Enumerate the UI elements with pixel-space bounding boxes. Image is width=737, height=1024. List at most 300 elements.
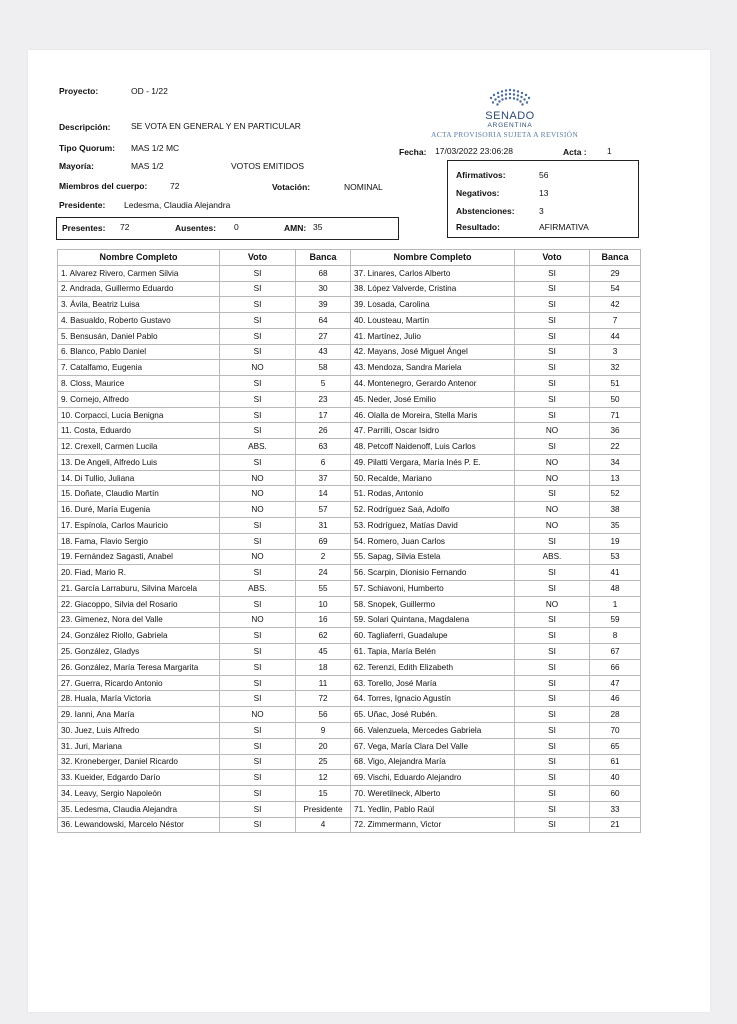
vote-value: SI: [515, 533, 590, 549]
senator-name: 29. Ianni, Ana María: [58, 707, 220, 723]
table-row: [58, 801, 641, 817]
vote-value: SI: [220, 770, 296, 786]
banca-value: 44: [590, 328, 641, 344]
mayoria-value: MAS 1/2: [131, 161, 164, 171]
miembros-value: 72: [170, 181, 180, 191]
table-row: [58, 407, 641, 423]
votos-emitidos-heading: VOTOS EMITIDOS: [231, 161, 305, 171]
senator-name: 37. Linares, Carlos Alberto: [351, 265, 515, 281]
senator-name: 21. García Larraburu, Silvina Marcela: [58, 581, 220, 597]
senator-name: 65. Uñac, José Rubén.: [351, 707, 515, 723]
vote-value: NO: [220, 486, 296, 502]
banca-value: 6: [296, 454, 351, 470]
table-row: [58, 518, 641, 534]
senator-name: 4. Basualdo, Roberto Gustavo: [58, 313, 220, 329]
vote-value: SI: [220, 801, 296, 817]
vote-value: SI: [220, 407, 296, 423]
vote-value: SI: [515, 691, 590, 707]
table-row: [58, 581, 641, 597]
table-row: [58, 533, 641, 549]
banca-value: 41: [590, 565, 641, 581]
votes-table: [57, 249, 641, 833]
banca-value: 70: [590, 722, 641, 738]
presentes-value: 72: [120, 222, 130, 232]
banca-value: 59: [590, 612, 641, 628]
tipo-quorum-label: Tipo Quorum:: [59, 143, 116, 153]
banca-value: 37: [296, 470, 351, 486]
banca-value: 21: [590, 817, 641, 833]
banca-value: 43: [296, 344, 351, 360]
abstenciones-label: Abstenciones:: [456, 206, 515, 216]
senator-name: 55. Sapag, Silvia Estela: [351, 549, 515, 565]
presentes-label: Presentes:: [62, 223, 106, 233]
senator-name: 9. Cornejo, Alfredo: [58, 391, 220, 407]
banca-value: 29: [590, 265, 641, 281]
table-row: [58, 691, 641, 707]
vote-value: SI: [220, 754, 296, 770]
table-row: [58, 281, 641, 297]
banca-value: 15: [296, 786, 351, 802]
vote-value: SI: [515, 344, 590, 360]
table-row: [58, 439, 641, 455]
senado-hemicycle-icon: [483, 84, 537, 108]
vote-value: SI: [515, 439, 590, 455]
senator-name: 69. Vischi, Eduardo Alejandro: [351, 770, 515, 786]
banca-value: 25: [296, 754, 351, 770]
table-row: [58, 486, 641, 502]
senator-name: 7. Catalfamo, Eugenia: [58, 360, 220, 376]
vote-value: SI: [220, 644, 296, 660]
col-banca-header: Banca: [296, 250, 351, 266]
table-row: [58, 265, 641, 281]
banca-value: 66: [590, 659, 641, 675]
senator-name: 58. Snopek, Guillermo: [351, 596, 515, 612]
resultado-value: AFIRMATIVA: [539, 222, 589, 232]
banca-value: 40: [590, 770, 641, 786]
banca-value: 54: [590, 281, 641, 297]
banca-value: Presidente: [296, 801, 351, 817]
presidente-value: Ledesma, Claudia Alejandra: [124, 200, 231, 210]
banca-value: 28: [590, 707, 641, 723]
senator-name: 56. Scarpin, Dionisio Fernando: [351, 565, 515, 581]
col-voto-header: Voto: [220, 250, 296, 266]
table-row: [58, 596, 641, 612]
senator-name: 26. González, María Teresa Margarita: [58, 659, 220, 675]
abstenciones-value: 3: [539, 206, 544, 216]
banca-value: 63: [296, 439, 351, 455]
banca-value: 65: [590, 738, 641, 754]
vote-value: SI: [515, 360, 590, 376]
vote-value: SI: [515, 675, 590, 691]
negativos-label: Negativos:: [456, 188, 500, 198]
senator-name: 20. Fiad, Mario R.: [58, 565, 220, 581]
senator-name: 38. López Valverde, Cristina: [351, 281, 515, 297]
fecha-value: 17/03/2022 23:06:28: [435, 146, 513, 156]
banca-value: 9: [296, 722, 351, 738]
table-row: [58, 786, 641, 802]
vote-value: SI: [220, 817, 296, 833]
senator-name: 24. González Riollo, Gabriela: [58, 628, 220, 644]
senator-name: 2. Andrada, Guillermo Eduardo: [58, 281, 220, 297]
senator-name: 68. Vigo, Alejandra María: [351, 754, 515, 770]
vote-value: SI: [515, 786, 590, 802]
vote-value: SI: [220, 659, 296, 675]
vote-value: SI: [515, 407, 590, 423]
acta-provisoria-text: ACTA PROVISORIA SUJETA A REVISIÓN: [431, 130, 579, 139]
acta-label: Acta :: [563, 147, 587, 157]
banca-value: 32: [590, 360, 641, 376]
vote-value: SI: [515, 738, 590, 754]
vote-value: SI: [220, 738, 296, 754]
vote-value: SI: [515, 707, 590, 723]
senator-name: 63. Torello, José María: [351, 675, 515, 691]
banca-value: 20: [296, 738, 351, 754]
table-header-row: [58, 250, 641, 266]
table-row: [58, 644, 641, 660]
banca-value: 71: [590, 407, 641, 423]
table-row: [58, 722, 641, 738]
senator-name: 35. Ledesma, Claudia Alejandra: [58, 801, 220, 817]
banca-value: 52: [590, 486, 641, 502]
senator-name: 66. Valenzuela, Mercedes Gabriela: [351, 722, 515, 738]
vote-value: SI: [515, 313, 590, 329]
banca-value: 60: [590, 786, 641, 802]
vote-value: SI: [515, 391, 590, 407]
senator-name: 51. Rodas, Antonio: [351, 486, 515, 502]
banca-value: 50: [590, 391, 641, 407]
banca-value: 53: [590, 549, 641, 565]
senator-name: 6. Blanco, Pablo Daniel: [58, 344, 220, 360]
vote-value: NO: [220, 470, 296, 486]
banca-value: 7: [590, 313, 641, 329]
vote-value: SI: [220, 675, 296, 691]
banca-value: 38: [590, 502, 641, 518]
banca-value: 42: [590, 297, 641, 313]
senator-name: 71. Yedlin, Pablo Raúl: [351, 801, 515, 817]
votes-body: [58, 265, 641, 833]
banca-value: 58: [296, 360, 351, 376]
vote-value: SI: [515, 770, 590, 786]
banca-value: 24: [296, 565, 351, 581]
banca-value: 8: [590, 628, 641, 644]
senator-name: 46. Olalla de Moreira, Stella Maris: [351, 407, 515, 423]
senator-name: 18. Fama, Flavio Sergio: [58, 533, 220, 549]
table-row: [58, 423, 641, 439]
banca-value: 10: [296, 596, 351, 612]
banca-value: 3: [590, 344, 641, 360]
table-row: [58, 628, 641, 644]
banca-value: 68: [296, 265, 351, 281]
table-row: [58, 707, 641, 723]
banca-value: 19: [590, 533, 641, 549]
senator-name: 17. Espínola, Carlos Mauricio: [58, 518, 220, 534]
table-row: [58, 770, 641, 786]
proyecto-value: OD - 1/22: [131, 86, 168, 96]
senator-name: 45. Neder, José Emilio: [351, 391, 515, 407]
table-row: [58, 391, 641, 407]
banca-value: 31: [296, 518, 351, 534]
presence-box: [56, 217, 399, 240]
vote-value: SI: [515, 817, 590, 833]
afirmativos-value: 56: [539, 170, 549, 180]
senator-name: 1. Alvarez Rivero, Carmen Silvia: [58, 265, 220, 281]
banca-value: 5: [296, 376, 351, 392]
vote-value: NO: [220, 707, 296, 723]
vote-value: NO: [515, 502, 590, 518]
table-row: [58, 565, 641, 581]
table-row: [58, 360, 641, 376]
vote-value: SI: [515, 281, 590, 297]
banca-value: 64: [296, 313, 351, 329]
senator-name: 14. Di Tullio, Juliana: [58, 470, 220, 486]
table-row: [58, 738, 641, 754]
senator-name: 30. Juez, Luis Alfredo: [58, 722, 220, 738]
ausentes-value: 0: [234, 222, 239, 232]
miembros-label: Miembros del cuerpo:: [59, 181, 148, 191]
banca-value: 72: [296, 691, 351, 707]
vote-value: ABS.: [220, 439, 296, 455]
senator-name: 32. Kroneberger, Daniel Ricardo: [58, 754, 220, 770]
vote-value: SI: [515, 754, 590, 770]
senator-name: 59. Solari Quintana, Magdalena: [351, 612, 515, 628]
col-nombre-header: Nombre Completo: [351, 250, 515, 266]
fecha-label: Fecha:: [399, 147, 427, 157]
afirmativos-label: Afirmativos:: [456, 170, 506, 180]
banca-value: 16: [296, 612, 351, 628]
senator-name: 11. Costa, Eduardo: [58, 423, 220, 439]
acta-value: 1: [607, 146, 612, 156]
banca-value: 2: [296, 549, 351, 565]
banca-value: 22: [590, 439, 641, 455]
senator-name: 57. Schiavoni, Humberto: [351, 581, 515, 597]
senator-name: 60. Tagliaferri, Guadalupe: [351, 628, 515, 644]
table-row: [58, 313, 641, 329]
banca-value: 45: [296, 644, 351, 660]
banca-value: 62: [296, 628, 351, 644]
banca-value: 17: [296, 407, 351, 423]
descripcion-label: Descripción:: [59, 122, 111, 132]
vote-value: SI: [220, 297, 296, 313]
banca-value: 61: [590, 754, 641, 770]
vote-value: SI: [515, 297, 590, 313]
senator-name: 39. Losada, Carolina: [351, 297, 515, 313]
senator-name: 43. Mendoza, Sandra Mariela: [351, 360, 515, 376]
senator-name: 28. Huala, María Victoria: [58, 691, 220, 707]
resultado-label: Resultado:: [456, 222, 500, 232]
vote-value: NO: [220, 502, 296, 518]
acta-page: [28, 50, 710, 1012]
senator-name: 49. Pilatti Vergara, María Inés P. E.: [351, 454, 515, 470]
banca-value: 46: [590, 691, 641, 707]
vote-value: SI: [220, 722, 296, 738]
vote-value: ABS.: [220, 581, 296, 597]
vote-value: SI: [220, 533, 296, 549]
banca-value: 23: [296, 391, 351, 407]
senator-name: 8. Closs, Maurice: [58, 376, 220, 392]
vote-value: SI: [515, 265, 590, 281]
table-row: [58, 817, 641, 833]
senator-name: 19. Fernández Sagasti, Anabel: [58, 549, 220, 565]
col-nombre-header: Nombre Completo: [58, 250, 220, 266]
banca-value: 30: [296, 281, 351, 297]
senator-name: 42. Mayans, José Miguel Ángel: [351, 344, 515, 360]
banca-value: 67: [590, 644, 641, 660]
vote-value: NO: [220, 360, 296, 376]
senator-name: 64. Torres, Ignacio Agustín: [351, 691, 515, 707]
banca-value: 13: [590, 470, 641, 486]
table-row: [58, 344, 641, 360]
vote-value: SI: [220, 376, 296, 392]
banca-value: 18: [296, 659, 351, 675]
vote-value: SI: [515, 581, 590, 597]
senator-name: 53. Rodríguez, Matías David: [351, 518, 515, 534]
vote-value: NO: [220, 612, 296, 628]
banca-value: 26: [296, 423, 351, 439]
senator-name: 52. Rodríguez Saá, Adolfo: [351, 502, 515, 518]
senator-name: 31. Juri, Mariana: [58, 738, 220, 754]
banca-value: 33: [590, 801, 641, 817]
banca-value: 4: [296, 817, 351, 833]
vote-value: SI: [515, 328, 590, 344]
vote-value: SI: [515, 565, 590, 581]
senator-name: 10. Corpacci, Lucia Benigna: [58, 407, 220, 423]
banca-value: 27: [296, 328, 351, 344]
vote-value: SI: [220, 281, 296, 297]
banca-value: 69: [296, 533, 351, 549]
senator-name: 13. De Angeli, Alfredo Luis: [58, 454, 220, 470]
table-row: [58, 549, 641, 565]
vote-value: SI: [515, 722, 590, 738]
banca-value: 57: [296, 502, 351, 518]
vote-value: SI: [220, 628, 296, 644]
proyecto-label: Proyecto:: [59, 86, 99, 96]
table-row: [58, 675, 641, 691]
senator-name: 62. Terenzi, Edith Elizabeth: [351, 659, 515, 675]
vote-value: SI: [515, 644, 590, 660]
vote-value: ABS.: [515, 549, 590, 565]
ausentes-label: Ausentes:: [175, 223, 217, 233]
senator-name: 3. Ávila, Beatriz Luisa: [58, 297, 220, 313]
tipo-quorum-value: MAS 1/2 MC: [131, 143, 180, 153]
senator-name: 12. Crexell, Carmen Lucila: [58, 439, 220, 455]
vote-value: NO: [515, 596, 590, 612]
senator-name: 40. Lousteau, Martín: [351, 313, 515, 329]
vote-value: NO: [515, 423, 590, 439]
vote-value: NO: [515, 454, 590, 470]
vote-value: SI: [515, 612, 590, 628]
banca-value: 47: [590, 675, 641, 691]
vote-value: SI: [220, 565, 296, 581]
vote-value: SI: [220, 518, 296, 534]
senator-name: 50. Recalde, Mariano: [351, 470, 515, 486]
col-voto-header: Voto: [515, 250, 590, 266]
table-row: [58, 297, 641, 313]
table-row: [58, 454, 641, 470]
descripcion-value: SE VOTA EN GENERAL Y EN PARTICULAR: [131, 121, 301, 131]
vote-value: SI: [220, 344, 296, 360]
senator-name: 5. Bensusán, Daniel Pablo: [58, 328, 220, 344]
votacion-value: NOMINAL: [344, 182, 383, 192]
vote-value: SI: [220, 596, 296, 612]
vote-value: SI: [515, 801, 590, 817]
senator-name: 25. González, Gladys: [58, 644, 220, 660]
vote-value: SI: [515, 376, 590, 392]
senator-name: 47. Parrilli, Oscar Isidro: [351, 423, 515, 439]
vote-value: SI: [220, 786, 296, 802]
senator-name: 27. Guerra, Ricardo Antonio: [58, 675, 220, 691]
senator-name: 23. Gimenez, Nora del Valle: [58, 612, 220, 628]
table-row: [58, 659, 641, 675]
banca-value: 51: [590, 376, 641, 392]
banca-value: 14: [296, 486, 351, 502]
banca-value: 1: [590, 596, 641, 612]
senator-name: 34. Leavy, Sergio Napoleón: [58, 786, 220, 802]
senator-name: 15. Doñate, Claudio Martín: [58, 486, 220, 502]
senado-logo-text: SENADO: [485, 110, 535, 122]
banca-value: 48: [590, 581, 641, 597]
table-row: [58, 376, 641, 392]
banca-value: 36: [590, 423, 641, 439]
banca-value: 55: [296, 581, 351, 597]
vote-value: SI: [515, 628, 590, 644]
banca-value: 11: [296, 675, 351, 691]
senator-name: 36. Lewandowski, Marcelo Néstor: [58, 817, 220, 833]
mayoria-label: Mayoría:: [59, 161, 94, 171]
senator-name: 22. Giacoppo, Silvia del Rosario: [58, 596, 220, 612]
senator-name: 16. Duré, María Eugenia: [58, 502, 220, 518]
vote-value: NO: [220, 549, 296, 565]
vote-value: NO: [515, 518, 590, 534]
vote-value: SI: [220, 454, 296, 470]
presidente-label: Presidente:: [59, 200, 106, 210]
amn-value: 35: [313, 222, 323, 232]
vote-value: SI: [515, 659, 590, 675]
vote-value: NO: [515, 470, 590, 486]
table-row: [58, 754, 641, 770]
vote-value: SI: [220, 391, 296, 407]
senado-country-text: ARGENTINA: [487, 122, 533, 129]
senator-name: 72. Zimmermann, Victor: [351, 817, 515, 833]
senator-name: 44. Montenegro, Gerardo Antenor: [351, 376, 515, 392]
amn-label: AMN:: [284, 223, 307, 233]
senator-name: 61. Tapia, María Belén: [351, 644, 515, 660]
banca-value: 12: [296, 770, 351, 786]
senator-name: 70. Weretilneck, Alberto: [351, 786, 515, 802]
banca-value: 39: [296, 297, 351, 313]
senator-name: 33. Kueider, Edgardo Darío: [58, 770, 220, 786]
vote-value: SI: [220, 313, 296, 329]
banca-value: 34: [590, 454, 641, 470]
senator-name: 54. Romero, Juan Carlos: [351, 533, 515, 549]
banca-value: 56: [296, 707, 351, 723]
votacion-label: Votación:: [272, 182, 311, 192]
senator-name: 48. Petcoff Naidenoff, Luis Carlos: [351, 439, 515, 455]
vote-value: SI: [220, 423, 296, 439]
senator-name: 67. Vega, María Clara Del Valle: [351, 738, 515, 754]
table-row: [58, 612, 641, 628]
vote-value: SI: [220, 265, 296, 281]
senator-name: 41. Martínez, Julio: [351, 328, 515, 344]
vote-value: SI: [515, 486, 590, 502]
banca-value: 35: [590, 518, 641, 534]
negativos-value: 13: [539, 188, 549, 198]
vote-value: SI: [220, 328, 296, 344]
vote-value: SI: [220, 691, 296, 707]
table-row: [58, 328, 641, 344]
table-row: [58, 470, 641, 486]
table-row: [58, 502, 641, 518]
col-banca-header: Banca: [590, 250, 641, 266]
